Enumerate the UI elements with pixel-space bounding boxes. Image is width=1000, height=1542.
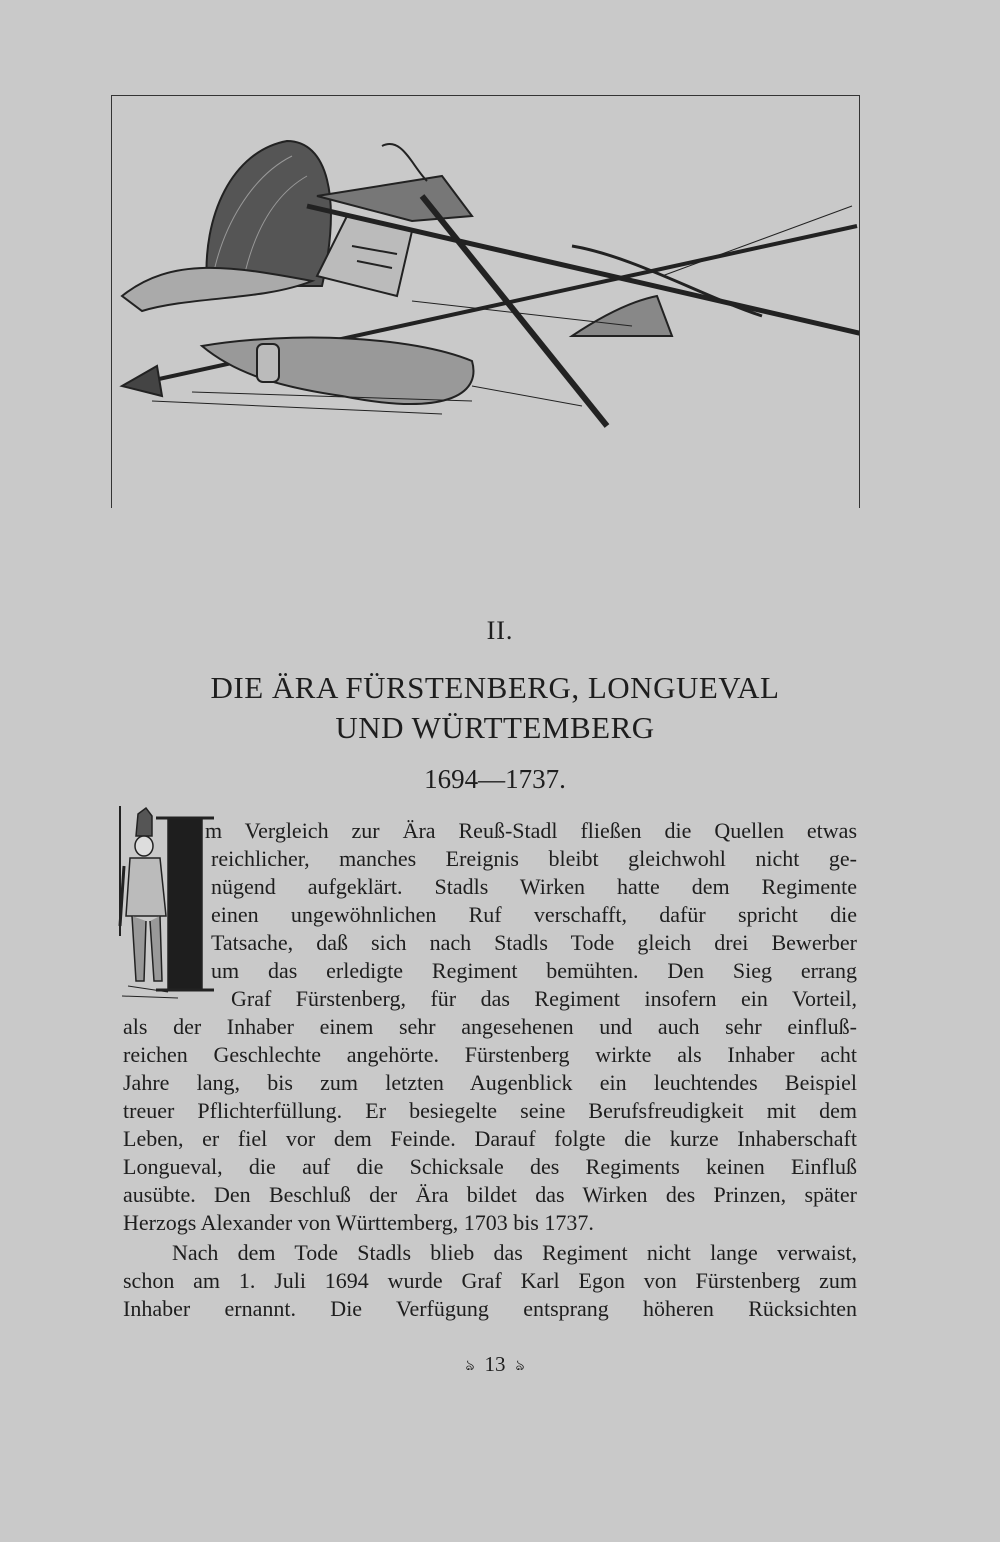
body-line-6: um das erledigte Regiment bemühten. Den Sieg errang <box>211 958 857 983</box>
chapter-years: 1694—1737. <box>424 764 566 794</box>
body-line-4: einen ungewöhnlichen Ruf verschafft, dafür spricht die <box>211 902 857 927</box>
military-equipment-illustration <box>112 96 859 508</box>
body-line-3: nügend aufgeklärt. Stadls Wirken hatte dem Regimente <box>211 874 857 899</box>
page-number: 13 <box>484 1352 506 1376</box>
body-line-13: Longueval, die auf die Schicksale des Regiments keinen Einfluß <box>123 1154 857 1179</box>
chapter-number: II. <box>486 616 514 645</box>
body-line-2: reichlicher, manches Ereignis bleibt gleichwohl nicht ge- <box>211 846 857 871</box>
body-line-18: Inhaber ernannt. Die Verfügung entsprang höheren Rücksichten <box>123 1296 857 1321</box>
body-line-12: Leben, er fiel vor dem Feinde. Darauf folgte die kurze Inhaberschaft <box>123 1126 857 1151</box>
body-line-9: reichen Geschlechte angehörte. Fürstenberg wirkte als Inhaber acht <box>123 1042 857 1067</box>
body-line-17: schon am 1. Juli 1694 wurde Graf Karl Egon von Fürstenberg zum <box>123 1268 857 1293</box>
body-line-14: ausübte. Den Beschluß der Ära bildet das Wirken des Prinzen, später <box>123 1182 857 1207</box>
chapter-title-line-1: DIE ÄRA FÜRSTENBERG, LONGUEVAL <box>210 670 780 705</box>
decorated-initial <box>118 806 214 1002</box>
grenadier-initial-illustration <box>118 806 214 1002</box>
body-line-8: als der Inhaber einem sehr angesehenen und auch sehr einfluß- <box>123 1014 857 1039</box>
chapter-title <box>0 668 990 748</box>
body-line-10: Jahre lang, bis zum letzten Augenblick ein leuchtendes Beispiel <box>123 1070 857 1095</box>
body-line-15: Herzogs Alexander von Württemberg, 1703 bis 1737. <box>123 1210 594 1235</box>
folio-ornament-right: ঌ <box>515 1357 525 1374</box>
body-line-7: Graf Fürstenberg, für das Regiment insofern ein Vorteil, <box>231 986 857 1011</box>
page-folio <box>0 1352 990 1379</box>
body-line-1: m Vergleich zur Ära Reuß-Stadl fließen die Quellen etwas <box>205 818 857 843</box>
illustration-frame <box>111 95 860 508</box>
body-line-16: Nach dem Tode Stadls blieb das Regiment nicht lange verwaist, <box>172 1240 857 1265</box>
folio-ornament-left: ঌ <box>465 1357 475 1374</box>
chapter-title-line-2: UND WÜRTTEMBERG <box>335 710 655 745</box>
body-line-5: Tatsache, daß sich nach Stadls Tode gleich drei Bewerber <box>211 930 857 955</box>
body-line-11: treuer Pflichterfüllung. Er besiegelte seine Berufsfreudigkeit mit dem <box>123 1098 857 1123</box>
